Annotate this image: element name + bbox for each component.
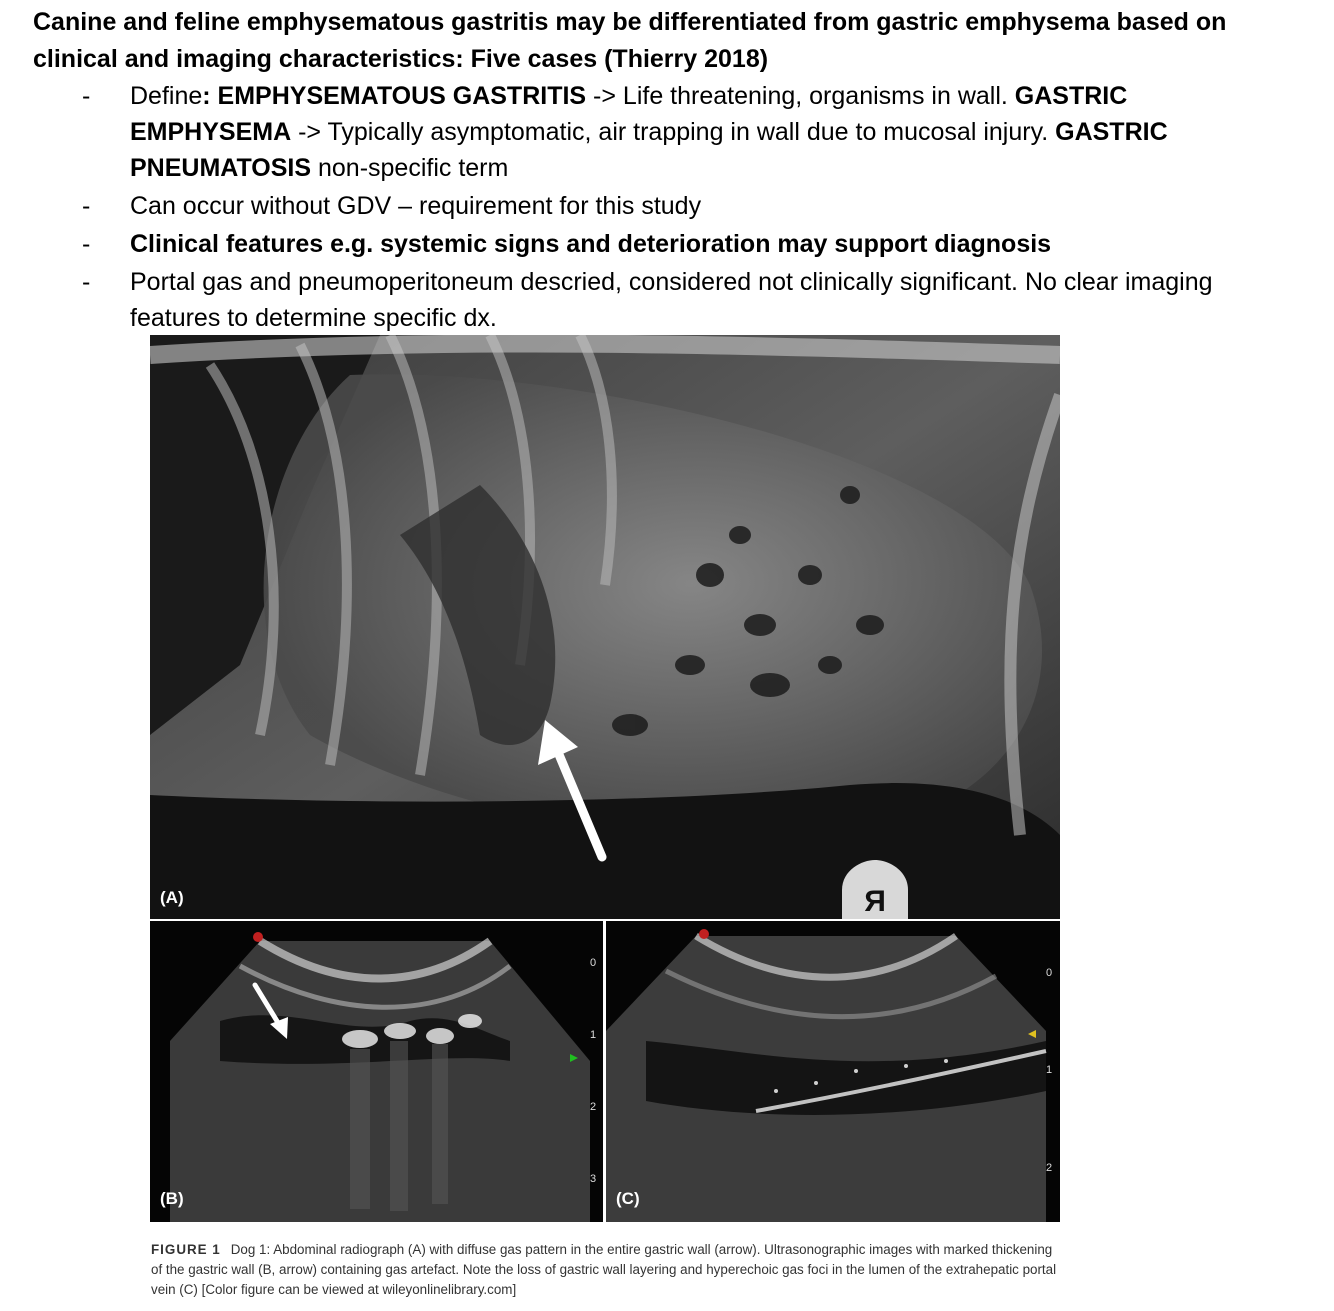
- bullet-dash: -: [82, 192, 91, 220]
- depth-scale-tick: 2: [589, 1101, 597, 1113]
- bullet-text: [130, 78, 1280, 186]
- bullet-text-part: -> Life threatening, organisms in wall.: [586, 82, 1015, 110]
- bullet-clinical-features: [0, 226, 1334, 262]
- bullet-dash: -: [82, 82, 91, 110]
- ultrasound-panel-b: [150, 921, 603, 1222]
- bullet-text-bold-part: GASTRIC PNEUMATOSIS: [130, 118, 1168, 182]
- depth-scale-tick: 3: [589, 1173, 597, 1185]
- bullet-text: Clinical features e.g. systemic signs and deterioration may support diagnosis: [130, 230, 1052, 258]
- radiograph-image: [150, 335, 1060, 919]
- panel-a-label: (A): [160, 888, 184, 907]
- bullet-text-bold-part: : EMPHYSEMATOUS GASTRITIS: [202, 82, 587, 110]
- bullet-text-part: -> Typically asymptomatic, air trapping in wall due to mucosal injury.: [291, 118, 1056, 146]
- bullet-definition: [0, 78, 1334, 186]
- bullet-dash: -: [82, 230, 91, 258]
- panel-b-label: (B): [160, 1189, 184, 1208]
- ultrasound-panel-c: [606, 921, 1060, 1222]
- bullet-text-part: Define: [130, 82, 203, 110]
- bullet-text-bold-part: GASTRIC EMPHYSEMA: [130, 82, 1128, 146]
- depth-scale-tick: 0: [1045, 967, 1053, 979]
- bullet-text: Can occur without GDV – requirement for this study: [130, 192, 702, 220]
- figure-1: [150, 335, 1060, 1222]
- bullet-portal-gas: [0, 264, 1334, 336]
- depth-scale-tick: 0: [589, 957, 597, 969]
- ultrasound-image-b: [150, 921, 603, 1222]
- bullet-text: Portal gas and pneumoperitoneum descried, considered not clinically significant. No clear imaging features to determine specific dx.: [130, 268, 1213, 332]
- document-title: Canine and feline emphysematous gastritis may be differentiated from gastric emphysema based on clinical and imaging characteristics: Five cases (Thierry 2018): [33, 8, 1227, 73]
- probe-marker-icon: [699, 929, 709, 939]
- depth-scale-tick: 2: [1045, 1162, 1053, 1174]
- probe-marker-icon: [253, 932, 263, 942]
- radiograph-panel-a: [150, 335, 1060, 919]
- depth-scale-tick: 1: [1045, 1064, 1053, 1076]
- depth-scale-tick: 1: [589, 1029, 597, 1041]
- figure-caption-text: Dog 1: Abdominal radiograph (A) with diffuse gas pattern in the entire gastric wall (arrow). Ultrasonographic images with marked thickening of the gastric wall (B, arrow) containing gas artefact. Note the loss of gastric wall layering and hyperechoic gas foci in the lumen of the extrahepatic portal vein (C) [Color figure can be viewed at wileyonlinelibrary.com]: [151, 1242, 1057, 1297]
- side-marker-letter: R: [864, 885, 886, 918]
- bullet-list: [0, 78, 1334, 338]
- figure-caption-label: FIGURE 1: [151, 1242, 221, 1257]
- panel-c-label: (C): [616, 1189, 640, 1208]
- bullet-text-part: non-specific term: [311, 154, 509, 182]
- bullet-dash: -: [82, 268, 91, 296]
- ultrasound-image-c: [606, 921, 1060, 1222]
- bullet-gdv: [0, 188, 1334, 224]
- figure-caption: [151, 1240, 1061, 1300]
